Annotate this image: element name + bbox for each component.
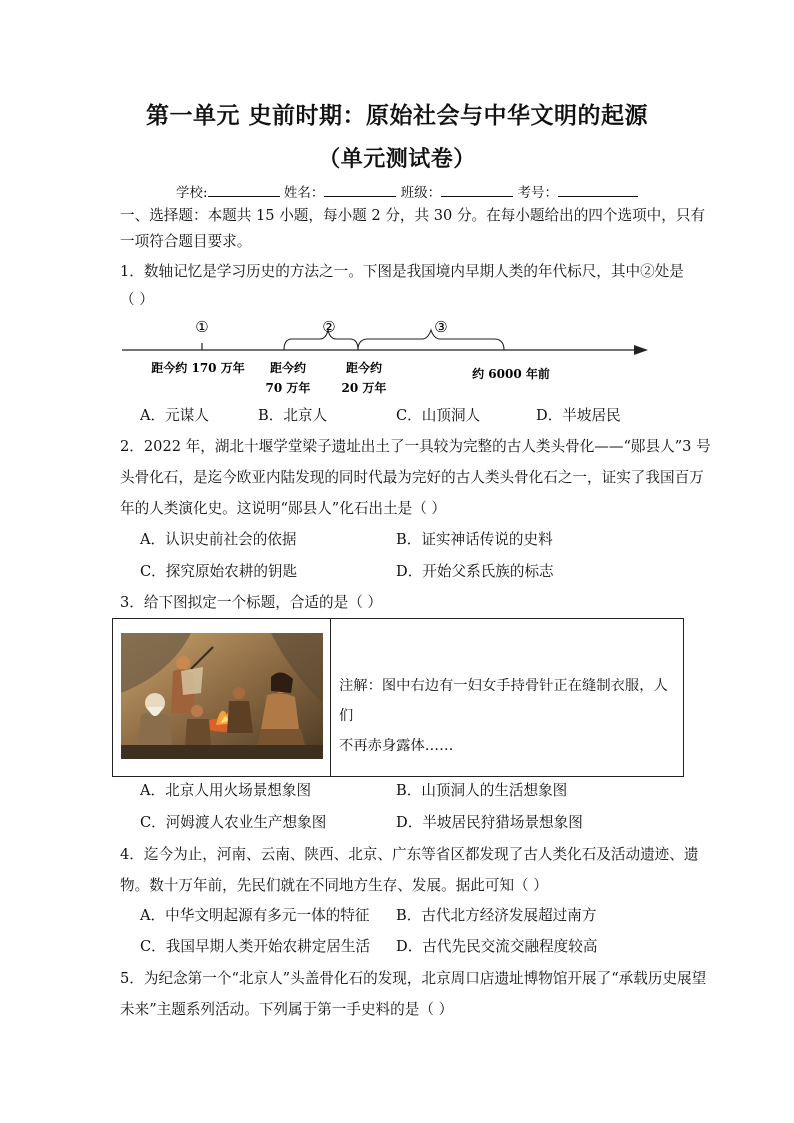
exam-number-label: 考号： bbox=[517, 185, 558, 201]
q1-stem-line1: 1．数轴记忆是学习历史的方法之一。下图是我国境内早期人类的年代标尺，其中②处是 bbox=[120, 263, 684, 280]
q2-option-a[interactable]: A．认识史前社会的依据 bbox=[140, 531, 297, 548]
student-info-row bbox=[176, 181, 638, 201]
q1-option-a[interactable]: A．元谋人 bbox=[140, 407, 209, 424]
q4-stem-line1: 4．迄今为止，河南、云南、陕西、北京、广东等省区都发现了古人类化石及活动遗迹、遗 bbox=[120, 846, 699, 863]
q2-stem-line1: 2．2022 年，湖北十堰学堂梁子遗址出土了一具较为完整的古人类头骨化——“郧县人”3 号 bbox=[120, 438, 711, 455]
q2-option-c[interactable]: C．探究原始农耕的钥匙 bbox=[140, 563, 298, 580]
school-field[interactable] bbox=[208, 184, 280, 197]
q2-stem-line3: 年的人类演化史。这说明“郧县人”化石出土是（ ） bbox=[120, 500, 447, 517]
q3-material-table bbox=[112, 618, 684, 777]
q4-option-b[interactable]: B．古代北方经济发展超过南方 bbox=[396, 907, 597, 924]
timeline-brace-2 bbox=[284, 330, 358, 350]
school-label: 学校: bbox=[176, 185, 208, 201]
timeline-label-3b: 20 万年 bbox=[341, 381, 387, 395]
q1-option-c[interactable]: C．山顶洞人 bbox=[396, 407, 481, 424]
timeline-mark-2: ② bbox=[322, 318, 336, 336]
q3-option-d[interactable]: D．半坡居民狩猎场景想象图 bbox=[396, 814, 583, 831]
timeline-brace-3 bbox=[358, 330, 504, 350]
class-field[interactable] bbox=[441, 184, 513, 197]
section-instructions-line2: 一项符合题目要求。 bbox=[120, 233, 252, 250]
exam-number-field[interactable] bbox=[558, 184, 638, 197]
q4-option-d[interactable]: D．古代先民交流交融程度较高 bbox=[396, 938, 598, 955]
page-title: 第一单元 史前时期：原始社会与中华文明的起源 bbox=[145, 103, 648, 129]
timeline-label-2b: 70 万年 bbox=[265, 381, 311, 395]
q2-option-d[interactable]: D．开始父系氏族的标志 bbox=[396, 563, 554, 580]
q3-note-line1: 注解：图中右边有一妇女手持骨针正在缝制衣服，人们 bbox=[339, 678, 668, 724]
q1-option-d[interactable]: D．半坡居民 bbox=[536, 407, 621, 424]
q3-option-c[interactable]: C．河姆渡人农业生产想象图 bbox=[140, 814, 327, 831]
q3-option-a[interactable]: A．北京人用火场景想象图 bbox=[140, 782, 312, 799]
q2-option-b[interactable]: B．证实神话传说的史料 bbox=[396, 531, 553, 548]
timeline-arrow-icon bbox=[634, 345, 648, 355]
cave-life-illustration bbox=[121, 633, 323, 759]
class-label: 班级： bbox=[400, 185, 442, 201]
q1-timeline bbox=[118, 312, 658, 402]
q4-option-c[interactable]: C．我国早期人类开始农耕定居生活 bbox=[140, 938, 371, 955]
q1-option-b[interactable]: B．北京人 bbox=[258, 407, 328, 424]
timeline-label-4: 约 6000 年前 bbox=[472, 367, 550, 381]
name-field[interactable] bbox=[324, 184, 396, 197]
q2-stem-line2: 头骨化石，是迄今欧亚内陆发现的同时代最为完好的古人类头骨化石之一，证实了我国百万 bbox=[120, 469, 704, 486]
q4-option-a[interactable]: A．中华文明起源有多元一体的特征 bbox=[140, 907, 370, 924]
timeline-label-3a: 距今约 bbox=[345, 361, 383, 375]
q3-stem: 3．给下图拟定一个标题，合适的是（ ） bbox=[120, 594, 383, 611]
q5-stem-line1: 5．为纪念第一个“北京人”头盖骨化石的发现，北京周口店遗址博物馆开展了“承载历史展望 bbox=[120, 970, 707, 987]
timeline-label-2a: 距今约 bbox=[269, 361, 307, 375]
page-subtitle: （单元测试卷） bbox=[318, 147, 476, 172]
timeline-mark-3: ③ bbox=[434, 318, 448, 336]
q5-stem-line2: 未来”主题系列活动。下列属于第一手史料的是（ ） bbox=[120, 1001, 454, 1018]
q3-note bbox=[339, 671, 677, 761]
q3-note-line2: 不再赤身露体…… bbox=[339, 738, 454, 754]
section-instructions-line1: 一、选择题：本题共 15 小题，每小题 2 分，共 30 分。在每小题给出的四个选项中，只有 bbox=[120, 207, 706, 224]
q4-stem-line2: 物。数十万年前，先民们就在不同地方生存、发展。据此可知（ ） bbox=[120, 877, 548, 894]
table-divider bbox=[330, 619, 331, 776]
name-label: 姓名： bbox=[283, 185, 325, 201]
timeline-label-1: 距今约 170 万年 bbox=[151, 361, 245, 375]
timeline-mark-1: ① bbox=[195, 318, 209, 336]
q1-stem-line2: （ ） bbox=[120, 291, 154, 308]
q3-option-b[interactable]: B．山顶洞人的生活想象图 bbox=[396, 782, 568, 799]
